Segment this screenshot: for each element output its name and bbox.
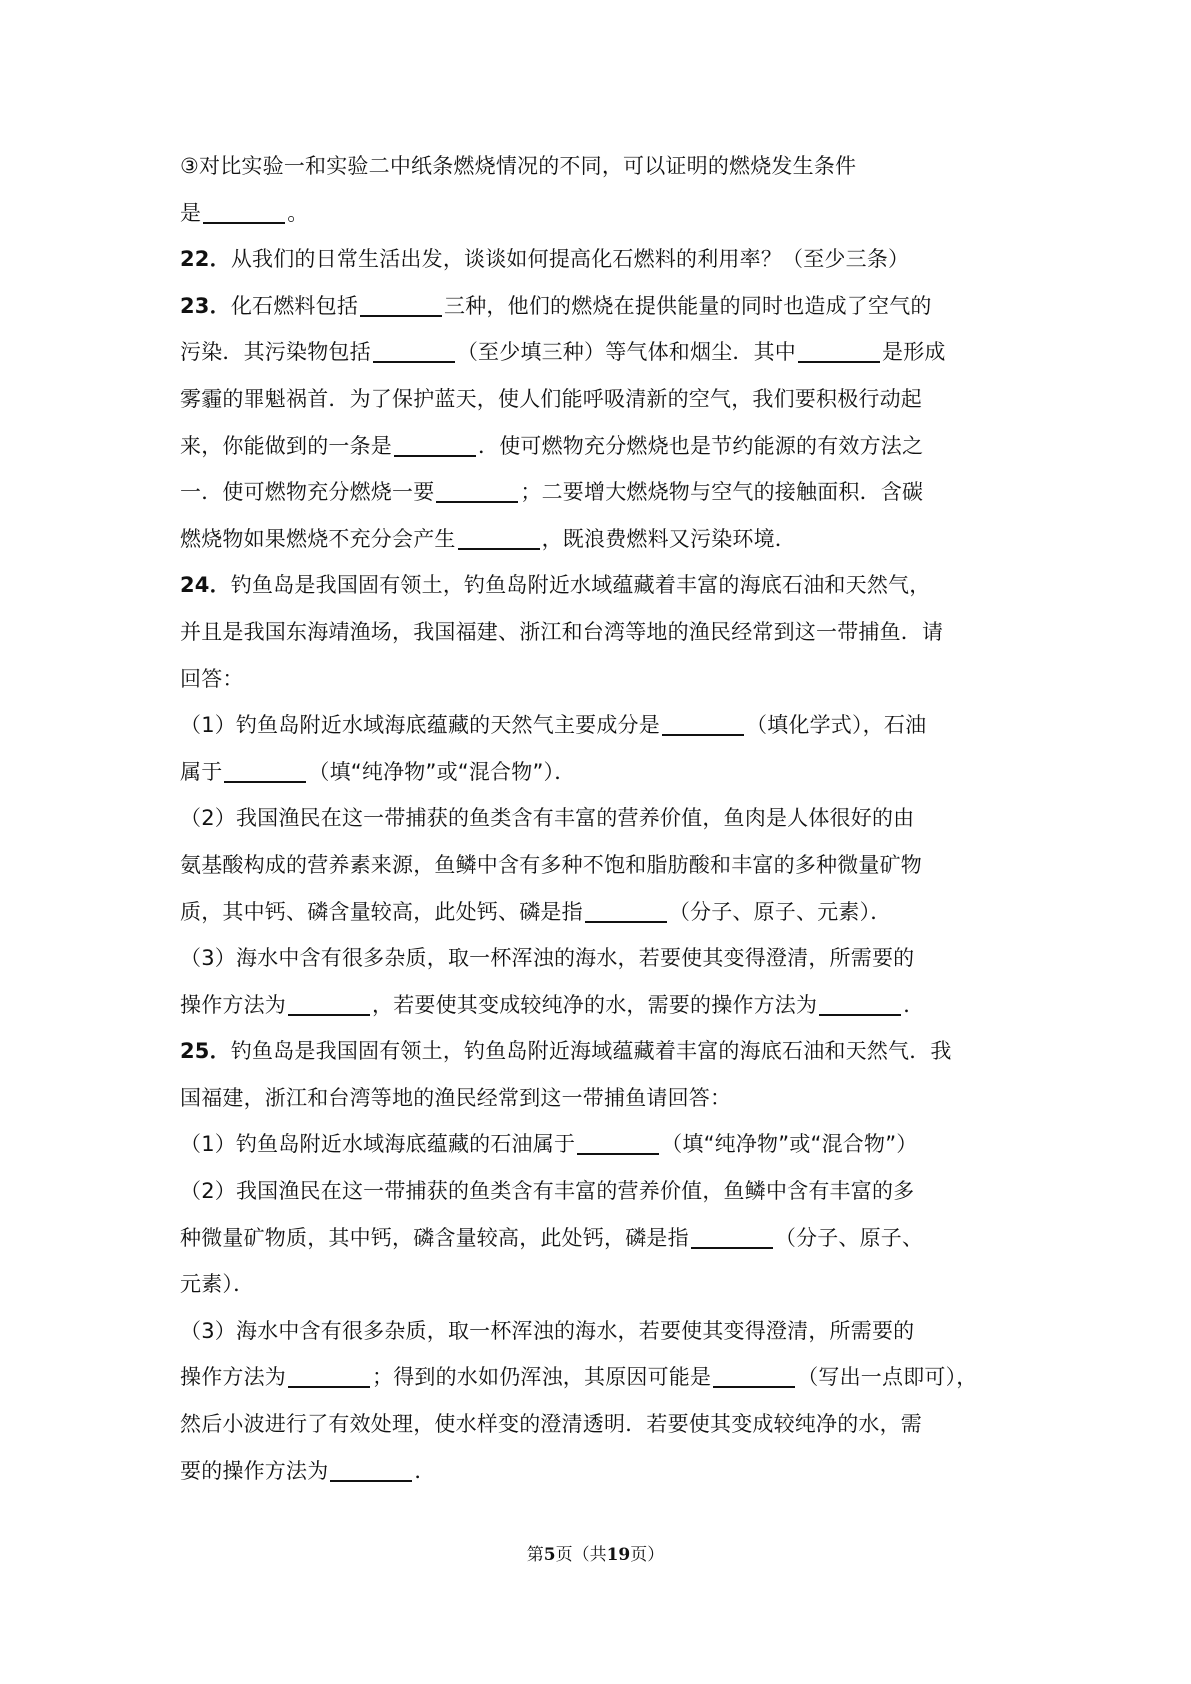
text-line (180, 702, 1020, 749)
text-line (180, 562, 1020, 609)
text-segment: 钓鱼岛是我国固有领土，钓鱼岛附近水域蕴藏着丰富的海底石油和天然气， (230, 573, 931, 598)
text-line (180, 143, 1020, 190)
answer-blank (585, 901, 667, 923)
text-line (180, 935, 1020, 982)
text-segment: （3）海水中含有很多杂质，取一杯浑浊的海水，若要使其变得澄清，所需要的 (180, 1318, 915, 1343)
text-segment: 国福建，浙江和台湾等地的渔民经常到这一带捕鱼请回答： (180, 1085, 732, 1110)
question-number: 22． (180, 247, 231, 272)
text-line (180, 190, 1020, 237)
text-line (180, 889, 1020, 936)
answer-blank (577, 1133, 659, 1155)
text-line (180, 656, 1020, 703)
answer-blank (288, 994, 370, 1016)
text-segment: 钓鱼岛是我国固有领土，钓鱼岛附近海域蕴藏着丰富的海底石油和天然气．我 (230, 1039, 952, 1064)
text-line (180, 283, 1020, 330)
text-segment: 属于 (180, 759, 223, 784)
text-segment: （分子、原子、 (774, 1225, 924, 1250)
answer-blank (394, 435, 476, 457)
answer-blank (436, 481, 518, 503)
footer-page-number: 5 (543, 1545, 556, 1565)
question-number: 25． (180, 1039, 231, 1064)
question-number: 23． (180, 293, 231, 318)
text-line (180, 749, 1020, 796)
answer-blank (373, 341, 455, 363)
text-segment: 是形成 (882, 340, 946, 365)
answer-blank (819, 994, 901, 1016)
text-segment: （2）我国渔民在这一带捕获的鱼类含有丰富的营养价值，鱼肉是人体很好的由 (180, 806, 915, 831)
text-segment: （3）海水中含有很多杂质，取一杯浑浊的海水，若要使其变得澄清，所需要的 (180, 946, 915, 971)
answer-blank (691, 1227, 773, 1249)
text-line (180, 469, 1020, 516)
question-number: 24． (180, 573, 231, 598)
text-segment: 种微量矿物质，其中钙，磷含量较高，此处钙，磷是指 (180, 1225, 689, 1250)
text-segment: 一．使可燃物充分燃烧一要 (180, 480, 435, 505)
text-line (180, 795, 1020, 842)
answer-blank (798, 341, 880, 363)
page-footer (0, 1540, 1191, 1565)
text-line (180, 1168, 1020, 1215)
text-line (180, 842, 1020, 889)
text-line (180, 609, 1020, 656)
text-segment: 来，你能做到的一条是 (180, 433, 392, 458)
text-line (180, 329, 1020, 376)
answer-blank (330, 1460, 412, 1482)
text-segment: （填“纯净物”或“混合物”）． (308, 759, 576, 784)
text-segment: （写出一点即可）， (797, 1365, 978, 1390)
document-body (180, 143, 1020, 1494)
text-segment: 然后小波进行了有效处理，使水样变的澄清透明．若要使其变成较纯净的水，需 (180, 1412, 922, 1437)
text-segment: ③对比实验一和实验二中纸条燃烧情况的不同，可以证明的燃烧发生条件 (180, 154, 857, 178)
text-segment: （填“纯净物”或“混合物”） (661, 1132, 918, 1157)
text-line (180, 1401, 1020, 1448)
text-line (180, 516, 1020, 563)
text-segment: 三种，他们的燃烧在提供能量的同时也造成了空气的 (444, 293, 932, 318)
footer-total-pages: 19 (606, 1545, 631, 1565)
text-segment: 燃烧物如果燃烧不充分会产生 (180, 526, 456, 551)
footer-middle: 页（共 (555, 1545, 607, 1565)
text-segment: 回答： (180, 666, 244, 691)
text-line (180, 1028, 1020, 1075)
text-segment: （分子、原子、元素）． (668, 899, 892, 924)
answer-blank (203, 202, 285, 224)
answer-blank (224, 761, 306, 783)
answer-blank (662, 714, 744, 736)
text-segment: 雾霾的罪魁祸首．为了保护蓝天，使人们能呼吸清新的空气，我们要积极行动起 (180, 386, 922, 411)
answer-blank (458, 528, 540, 550)
text-segment: 从我们的日常生活出发，谈谈如何提高化石燃料的利用率？（至少三条） (230, 247, 910, 272)
text-line (180, 982, 1020, 1029)
text-line (180, 1354, 1020, 1401)
text-segment: 是 (180, 200, 202, 225)
text-segment: （1）钓鱼岛附近水域海底蕴藏的石油属于 (180, 1132, 576, 1157)
text-line (180, 1448, 1020, 1495)
text-segment: 。 (287, 200, 309, 225)
text-segment: ；二要增大燃烧物与空气的接触面积．含碳 (520, 480, 924, 505)
text-line (180, 423, 1020, 470)
text-segment: ；得到的水如仍浑浊，其原因可能是 (372, 1365, 712, 1390)
text-line (180, 1261, 1020, 1308)
text-segment: ． (903, 992, 925, 1017)
text-segment: （1）钓鱼岛附近水域海底蕴藏的天然气主要成分是 (180, 713, 660, 738)
answer-blank (360, 295, 442, 317)
text-line (180, 1121, 1020, 1168)
text-segment: 并且是我国东海靖渔场，我国福建、浙江和台湾等地的渔民经常到这一带捕鱼．请 (180, 619, 944, 644)
text-segment: （2）我国渔民在这一带捕获的鱼类含有丰富的营养价值，鱼鳞中含有丰富的多 (180, 1179, 915, 1204)
text-segment: 操作方法为 (180, 1365, 286, 1390)
text-segment: ，若要使其变成较纯净的水，需要的操作方法为 (372, 992, 818, 1017)
answer-blank (713, 1366, 795, 1388)
text-segment: ．使可燃物充分燃烧也是节约能源的有效方法之 (478, 433, 924, 458)
text-segment: 要的操作方法为 (180, 1458, 329, 1483)
text-segment: 质，其中钙、磷含量较高，此处钙、磷是指 (180, 899, 583, 924)
text-line (180, 1308, 1020, 1355)
text-segment: ，既浪费燃料又污染环境． (541, 526, 797, 551)
text-segment: 化石燃料包括 (230, 293, 359, 318)
footer-suffix: 页） (630, 1545, 665, 1565)
text-segment: 元素）． (180, 1272, 255, 1297)
text-line (180, 376, 1020, 423)
text-segment: ． (414, 1458, 436, 1483)
text-segment: （填化学式），石油 (745, 713, 927, 738)
text-line (180, 1215, 1020, 1262)
text-segment: （至少填三种）等气体和烟尘．其中 (456, 340, 797, 365)
text-segment: 氨基酸构成的营养素来源，鱼鳞中含有多种不饱和脂肪酸和丰富的多种微量矿物 (180, 852, 922, 877)
text-line (180, 236, 1020, 283)
text-segment: 操作方法为 (180, 992, 286, 1017)
answer-blank (288, 1366, 370, 1388)
text-segment: 污染．其污染物包括 (180, 340, 371, 365)
text-line (180, 1075, 1020, 1122)
footer-prefix: 第 (526, 1545, 544, 1565)
